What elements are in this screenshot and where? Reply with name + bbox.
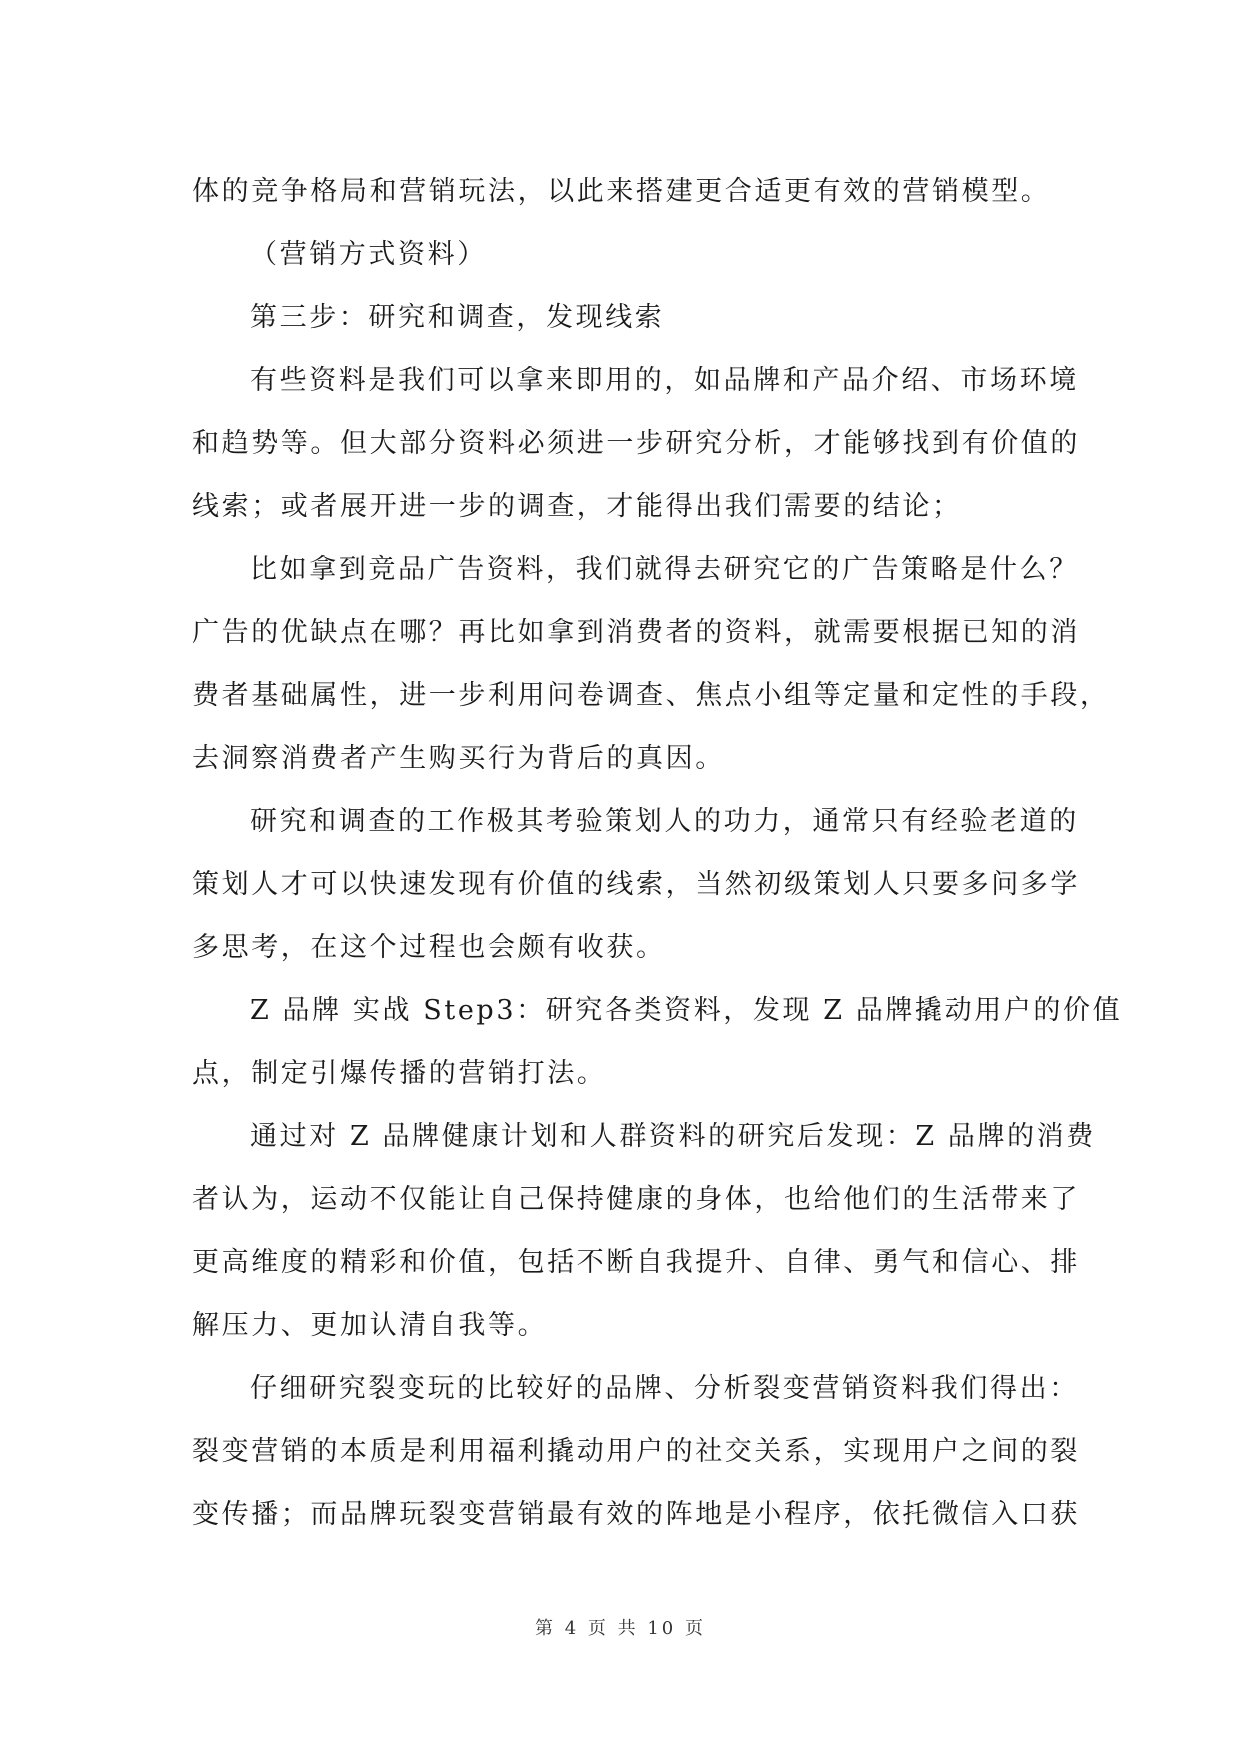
text-line: 和趋势等。但大部分资料必须进一步研究分析，才能够找到有价值的 <box>192 428 1080 459</box>
text-line: 策划人才可以快速发现有价值的线索，当然初级策划人只要多问多学 <box>192 869 1080 900</box>
text-line: 多思考，在这个过程也会颇有收获。 <box>192 932 666 963</box>
text-line: 更高维度的精彩和价值，包括不断自我提升、自律、勇气和信心、排 <box>192 1247 1080 1278</box>
text-line: 裂变营销的本质是利用福利撬动用户的社交关系，实现用户之间的裂 <box>192 1436 1080 1467</box>
text-line: 比如拿到竞品广告资料，我们就得去研究它的广告策略是什么？ <box>250 554 1079 585</box>
text-line: 费者基础属性，进一步利用问卷调查、焦点小组等定量和定性的手段， <box>192 680 1110 711</box>
text-line: 第三步：研究和调查，发现线索 <box>250 302 665 333</box>
text-line: Z 品牌 实战 Step3：研究各类资料，发现 Z 品牌撬动用户的价值 <box>250 995 1123 1026</box>
text-line: 点，制定引爆传播的营销打法。 <box>192 1058 607 1089</box>
text-line: 变传播；而品牌玩裂变营销最有效的阵地是小程序，依托微信入口获 <box>192 1499 1080 1530</box>
text-line: 广告的优缺点在哪？再比如拿到消费者的资料，就需要根据已知的消 <box>192 617 1080 648</box>
text-line: 解压力、更加认清自我等。 <box>192 1310 548 1341</box>
document-body <box>192 160 1123 1546</box>
page-number-footer: 第 4 页 共 10 页 <box>535 1618 706 1639</box>
text-line: 体的竞争格局和营销玩法，以此来搭建更合适更有效的营销模型。 <box>192 176 1051 207</box>
text-line: 有些资料是我们可以拿来即用的，如品牌和产品介绍、市场环境 <box>250 365 1079 396</box>
text-line: 仔细研究裂变玩的比较好的品牌、分析裂变营销资料我们得出： <box>250 1373 1079 1404</box>
text-line: 线索；或者展开进一步的调查，才能得出我们需要的结论； <box>192 491 962 522</box>
text-line: 研究和调查的工作极其考验策划人的功力，通常只有经验老道的 <box>250 806 1079 837</box>
text-line: 者认为，运动不仅能让自己保持健康的身体，也给他们的生活带来了 <box>192 1184 1080 1215</box>
text-line: 去洞察消费者产生购买行为背后的真因。 <box>192 743 725 774</box>
text-line: （营销方式资料） <box>250 239 487 270</box>
text-line: 通过对 Z 品牌健康计划和人群资料的研究后发现：Z 品牌的消费 <box>250 1121 1096 1152</box>
